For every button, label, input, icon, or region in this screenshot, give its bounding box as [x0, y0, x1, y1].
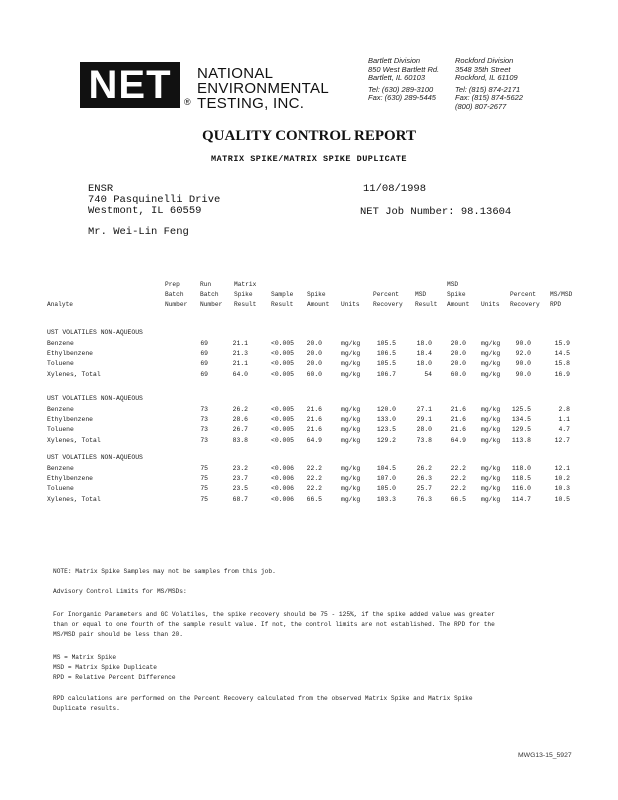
- value-cell: mg/kg: [481, 360, 501, 368]
- rockford-division-address: [455, 57, 523, 111]
- value-cell: 4.7: [558, 426, 570, 434]
- column-header: Percent: [510, 291, 536, 298]
- rpd-text: RPD calculations are performed on the Percent Recovery calculated from the observed Matrix Spike and Matrix Spike: [53, 695, 473, 702]
- column-header: Percent: [373, 291, 399, 298]
- address-line: (800) 807-2677: [455, 101, 507, 111]
- value-cell: mg/kg: [341, 475, 361, 483]
- value-cell: 105.0: [376, 485, 396, 493]
- value-cell: 83.8: [232, 436, 248, 444]
- analyte-cell: Xylenes, Total: [47, 495, 101, 503]
- attention-line: Mr. Wei-Lin Feng: [88, 226, 189, 238]
- document-id: MWG13-15_5927: [518, 752, 572, 759]
- value-cell: 125.5: [511, 406, 531, 413]
- column-header: Batch: [165, 291, 184, 298]
- address-line: Rockford Division: [455, 56, 514, 65]
- value-cell: 73: [200, 416, 208, 424]
- value-cell: mg/kg: [341, 416, 361, 424]
- value-cell: <0.006: [271, 465, 295, 472]
- value-cell: 90.0: [515, 370, 531, 378]
- definition-rpd: RPD = Relative Percent Difference: [53, 674, 176, 681]
- column-header: Spike: [307, 291, 326, 298]
- address-line: Bartlett, IL 60103: [368, 73, 425, 82]
- address-line: Tel: (815) 874-2171: [455, 84, 521, 94]
- column-header: Units: [481, 301, 500, 308]
- value-cell: 54: [424, 370, 432, 378]
- net-logo: NET: [80, 62, 180, 108]
- value-cell: 134.5: [511, 416, 531, 424]
- value-cell: 69: [200, 340, 208, 347]
- value-cell: 22.2: [306, 475, 322, 483]
- client-line: Westmont, IL 60559: [88, 205, 202, 217]
- value-cell: 133.0: [376, 416, 396, 424]
- value-cell: 103.3: [376, 495, 396, 503]
- company-name-line-2: ENVIRONMENTAL: [197, 80, 329, 97]
- analyte-cell: Benzene: [47, 465, 74, 472]
- value-cell: 73: [200, 426, 208, 434]
- job-number: NET Job Number: 98.13604: [360, 206, 512, 218]
- value-cell: 92.0: [515, 350, 531, 358]
- value-cell: 1.1: [558, 416, 570, 424]
- column-header: MSD: [447, 281, 459, 288]
- value-cell: 10.5: [554, 495, 570, 503]
- value-cell: 64.9: [450, 436, 466, 444]
- value-cell: mg/kg: [341, 465, 361, 472]
- value-cell: 73: [200, 406, 208, 413]
- client-address: [88, 184, 220, 217]
- value-cell: <0.005: [271, 416, 295, 424]
- column-header: Sample: [271, 291, 294, 298]
- value-cell: 116.0: [511, 485, 531, 493]
- value-cell: 123.5: [376, 426, 396, 434]
- value-cell: 106.5: [376, 350, 396, 358]
- value-cell: 90.0: [515, 360, 531, 368]
- value-cell: 21.1: [232, 340, 248, 347]
- value-cell: 15.8: [554, 360, 570, 368]
- value-cell: 22.2: [450, 485, 466, 493]
- value-cell: 105.5: [376, 340, 396, 347]
- client-line: ENSR: [88, 183, 114, 195]
- value-cell: mg/kg: [481, 475, 501, 483]
- value-cell: 26.2: [416, 465, 432, 472]
- value-cell: 22.2: [450, 465, 466, 472]
- column-header: Number: [200, 301, 223, 308]
- value-cell: mg/kg: [341, 426, 361, 434]
- value-cell: 113.8: [511, 436, 531, 444]
- value-cell: 68.7: [232, 495, 248, 503]
- registered-mark: ®: [184, 97, 191, 107]
- value-cell: <0.005: [271, 370, 295, 378]
- column-header: MS/MSD: [550, 291, 573, 298]
- value-cell: <0.005: [271, 360, 295, 368]
- value-cell: 10.3: [554, 485, 570, 493]
- value-cell: mg/kg: [341, 370, 361, 378]
- value-cell: 69: [200, 350, 208, 358]
- value-cell: 23.7: [232, 475, 248, 483]
- value-cell: 64.9: [306, 436, 322, 444]
- value-cell: 75: [200, 475, 208, 483]
- analyte-cell: Benzene: [47, 340, 74, 347]
- report-date: 11/08/1998: [363, 183, 427, 195]
- value-cell: 23.2: [232, 465, 248, 472]
- value-cell: 22.2: [450, 475, 466, 483]
- value-cell: 23.5: [232, 485, 248, 493]
- value-cell: <0.005: [271, 426, 295, 434]
- value-cell: 21.6: [306, 426, 322, 434]
- value-cell: 21.6: [450, 426, 466, 434]
- value-cell: <0.005: [271, 406, 295, 413]
- value-cell: 21.6: [450, 406, 466, 413]
- address-line: 3548 35th Street: [455, 64, 511, 74]
- value-cell: 29.1: [416, 416, 432, 424]
- value-cell: mg/kg: [481, 416, 501, 424]
- value-cell: 118.5: [511, 475, 531, 483]
- analyte-cell: Ethylbenzene: [47, 350, 94, 358]
- value-cell: 22.2: [306, 465, 322, 472]
- analyte-cell: Toluene: [47, 485, 74, 493]
- value-cell: 16.9: [554, 370, 570, 378]
- value-cell: 73: [200, 436, 208, 444]
- value-cell: 18.0: [416, 340, 432, 347]
- column-header: Spike: [234, 291, 253, 298]
- column-header: Amount: [307, 301, 330, 308]
- value-cell: 60.0: [450, 370, 466, 378]
- column-header: Matrix: [234, 281, 257, 288]
- value-cell: 2.8: [558, 406, 570, 413]
- value-cell: 25.7: [416, 485, 432, 493]
- value-cell: mg/kg: [341, 495, 361, 503]
- value-cell: 107.0: [376, 475, 396, 483]
- value-cell: 118.0: [511, 465, 531, 472]
- inorganic-text: MS/MSD pair should be less than 20.: [53, 631, 183, 638]
- column-header: Recovery: [373, 301, 403, 308]
- value-cell: 129.5: [511, 426, 531, 434]
- value-cell: 14.5: [554, 350, 570, 358]
- definition-ms: MS = Matrix Spike: [53, 654, 117, 661]
- value-cell: 26.2: [232, 406, 248, 413]
- value-cell: 114.7: [511, 495, 531, 503]
- value-cell: 76.3: [416, 495, 432, 503]
- value-cell: 10.2: [554, 475, 570, 483]
- column-header: Analyte: [47, 301, 73, 308]
- value-cell: 20.0: [306, 340, 322, 347]
- rpd-text: Duplicate results.: [53, 705, 120, 712]
- value-cell: 90.0: [515, 340, 531, 347]
- section-title: UST VOLATILES NON-AQUEOUS: [47, 454, 143, 461]
- column-header: Number: [165, 301, 188, 308]
- client-line: 740 Pasquinelli Drive: [88, 194, 221, 206]
- value-cell: 21.6: [450, 416, 466, 424]
- value-cell: 75: [200, 465, 208, 472]
- section-title: UST VOLATILES NON-AQUEOUS: [47, 329, 143, 336]
- column-header: Amount: [447, 301, 470, 308]
- value-cell: 129.2: [376, 436, 396, 444]
- column-header: Spike: [447, 291, 466, 298]
- value-cell: 18.0: [416, 360, 432, 368]
- value-cell: 26.7: [232, 426, 248, 434]
- value-cell: 69: [200, 370, 208, 378]
- column-header: Units: [341, 301, 360, 308]
- value-cell: mg/kg: [481, 350, 501, 358]
- value-cell: 12.1: [554, 465, 570, 472]
- value-cell: 21.6: [306, 416, 322, 424]
- value-cell: <0.005: [271, 350, 295, 358]
- value-cell: mg/kg: [481, 426, 501, 434]
- value-cell: 20.0: [450, 350, 466, 358]
- value-cell: 75: [200, 485, 208, 493]
- value-cell: mg/kg: [341, 406, 361, 413]
- analyte-cell: Toluene: [47, 426, 74, 434]
- value-cell: mg/kg: [481, 340, 501, 347]
- address-line: Fax: (630) 289-5445: [368, 93, 436, 102]
- value-cell: 104.5: [376, 465, 396, 472]
- column-header: Run: [200, 281, 212, 288]
- value-cell: mg/kg: [481, 465, 501, 472]
- value-cell: <0.006: [271, 485, 295, 493]
- value-cell: 73.8: [416, 436, 432, 444]
- value-cell: <0.005: [271, 436, 295, 444]
- value-cell: <0.005: [271, 340, 295, 347]
- value-cell: 105.5: [376, 360, 396, 368]
- value-cell: 20.0: [306, 350, 322, 358]
- value-cell: 15.9: [554, 340, 570, 347]
- value-cell: 75: [200, 495, 208, 503]
- value-cell: mg/kg: [481, 485, 501, 493]
- value-cell: mg/kg: [481, 436, 501, 444]
- report-subtitle: MATRIX SPIKE/MATRIX SPIKE DUPLICATE: [210, 154, 408, 164]
- value-cell: mg/kg: [341, 436, 361, 444]
- value-cell: mg/kg: [341, 360, 361, 368]
- bartlett-division-address: [368, 57, 439, 103]
- value-cell: 20.0: [450, 360, 466, 368]
- address-line: Tel: (630) 289-3100: [368, 84, 434, 94]
- value-cell: <0.006: [271, 495, 295, 503]
- value-cell: 66.5: [306, 495, 322, 503]
- column-header: MSD: [415, 291, 427, 298]
- value-cell: mg/kg: [341, 340, 361, 347]
- definition-msd: MSD = Matrix Spike Duplicate: [53, 664, 157, 671]
- column-header: Result: [234, 301, 257, 308]
- address-line: Bartlett Division: [368, 56, 421, 65]
- value-cell: 22.2: [306, 485, 322, 493]
- value-cell: 28.6: [232, 416, 248, 424]
- value-cell: 28.0: [416, 426, 432, 434]
- report-title: QUALITY CONTROL REPORT: [202, 128, 416, 144]
- value-cell: 21.3: [232, 350, 248, 358]
- column-header: RPD: [550, 301, 562, 308]
- value-cell: 18.4: [416, 350, 432, 358]
- analyte-cell: Ethylbenzene: [47, 416, 94, 424]
- value-cell: mg/kg: [481, 406, 501, 413]
- address-line: Fax: (815) 874-5622: [455, 93, 523, 102]
- company-name-line-3: TESTING, INC.: [197, 95, 305, 112]
- inorganic-text: For Inorganic Parameters and GC Volatiles, the spike recovery should be 75 - 125%, if the spike added value was greater: [53, 611, 495, 618]
- address-line: Rockford, IL 61109: [455, 73, 518, 82]
- value-cell: 64.0: [232, 370, 248, 378]
- company-name-line-1: NATIONAL: [197, 65, 274, 82]
- analyte-cell: Xylenes, Total: [47, 436, 101, 444]
- column-header: Recovery: [510, 301, 540, 308]
- value-cell: 26.3: [416, 475, 432, 483]
- column-header: Result: [271, 301, 294, 308]
- value-cell: 66.5: [450, 495, 466, 503]
- column-header: Prep: [165, 281, 180, 288]
- column-header: Result: [415, 301, 438, 308]
- value-cell: 20.0: [450, 340, 466, 347]
- value-cell: mg/kg: [481, 370, 501, 378]
- value-cell: 20.0: [306, 360, 322, 368]
- note-line: NOTE: Matrix Spike Samples may not be samples from this job.: [53, 568, 276, 575]
- section-title: UST VOLATILES NON-AQUEOUS: [47, 395, 143, 402]
- inorganic-text: than or equal to one fourth of the sample result value. If not, the control limits are not established. The RPD for the: [53, 621, 495, 628]
- analyte-cell: Ethylbenzene: [47, 475, 94, 483]
- value-cell: mg/kg: [481, 495, 501, 503]
- value-cell: 60.0: [306, 370, 322, 378]
- column-header: Batch: [200, 291, 219, 298]
- value-cell: mg/kg: [341, 350, 361, 358]
- value-cell: 69: [200, 360, 208, 368]
- analyte-cell: Xylenes, Total: [47, 370, 101, 378]
- value-cell: 21.6: [306, 406, 322, 413]
- value-cell: 106.7: [376, 370, 396, 378]
- advisory-heading: Advisory Control Limits for MS/MSDs:: [53, 588, 187, 595]
- value-cell: 27.1: [416, 406, 432, 413]
- value-cell: 21.1: [232, 360, 248, 368]
- analyte-cell: Benzene: [47, 406, 74, 413]
- value-cell: 12.7: [554, 436, 570, 444]
- value-cell: <0.006: [271, 475, 295, 483]
- address-line: 850 West Bartlett Rd.: [368, 64, 440, 74]
- analyte-cell: Toluene: [47, 360, 74, 368]
- value-cell: 120.0: [376, 406, 396, 413]
- value-cell: mg/kg: [341, 485, 361, 493]
